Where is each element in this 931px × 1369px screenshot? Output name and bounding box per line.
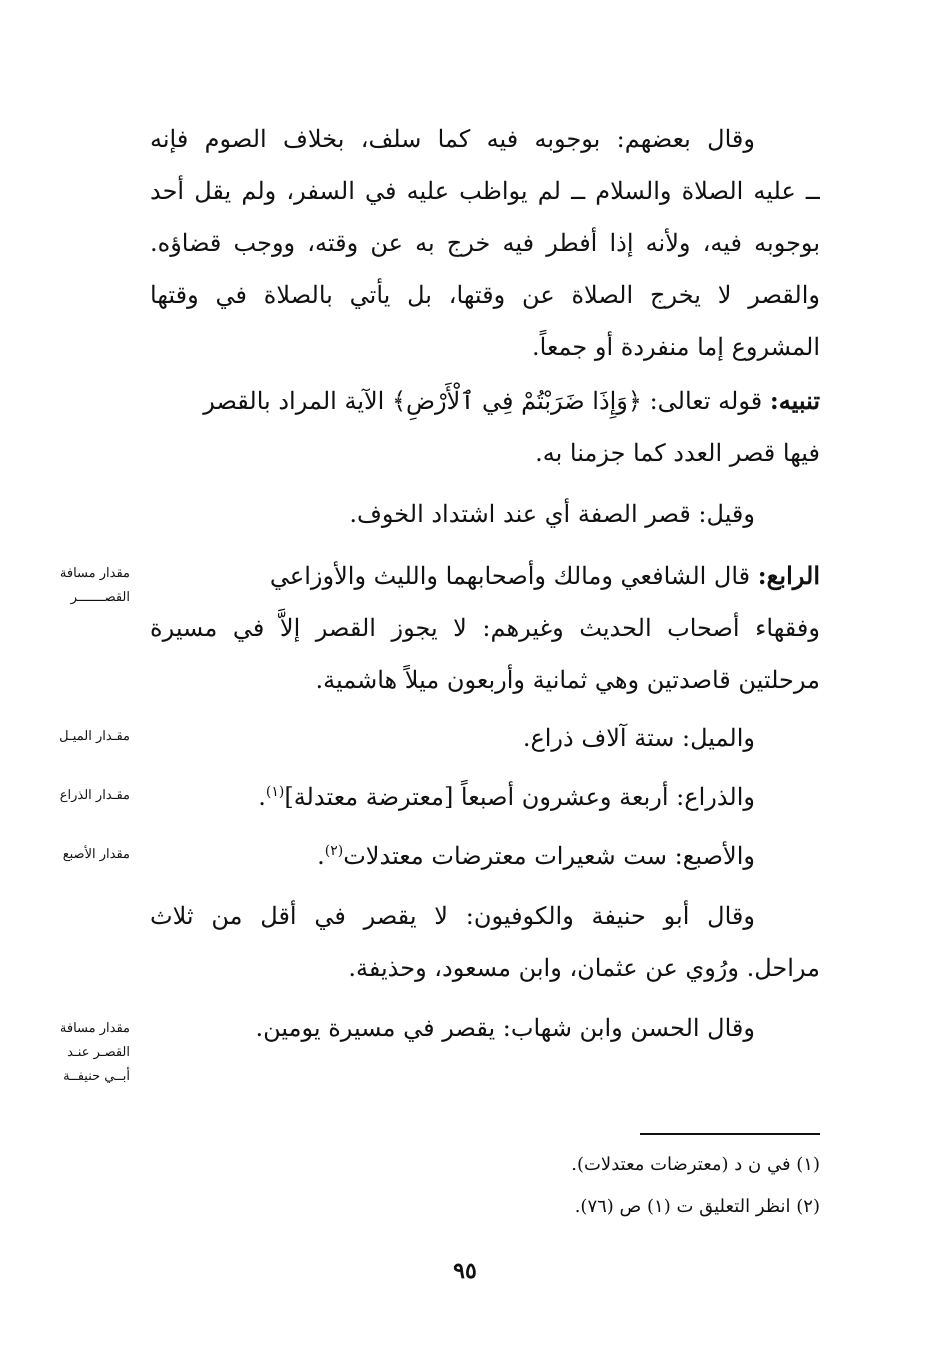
text-line: ــ عليه الصلاة والسلام ــ لم يواظب عليه في السفر، ولم يقل أحد: [150, 177, 820, 205]
margin-note-mil: [30, 725, 130, 749]
text-segment: .: [258, 783, 266, 811]
paragraph-9: [150, 1002, 820, 1054]
margin-note-dhira: [30, 784, 130, 808]
margin-note-abu-hanifa: [30, 1017, 130, 1089]
margin-note-line: مقدار مسافة: [59, 1021, 130, 1036]
text-line: والقصر لا يخرج الصلاة عن وقتها، بل يأتي بالصلاة في وقتها: [150, 281, 820, 309]
text-line: مراحل. ورُوي عن عثمان، وابن مسعود، وحذيفة.: [348, 954, 820, 982]
paragraph-4: [150, 550, 820, 706]
text-line: وفقهاء أصحاب الحديث وغيرهم: لا يجوز القصر إلاَّ في مسيرة: [150, 614, 820, 642]
paragraph-6: [150, 771, 820, 823]
margin-note-isba: [30, 843, 130, 867]
paragraph-3: [150, 488, 820, 540]
text-line: [150, 771, 820, 823]
text-line: وقال بعضهم: بوجوبه فيه كما سلف، بخلاف الصوم فإنه: [150, 125, 755, 153]
footnote-marker: (١): [265, 784, 285, 800]
margin-note-line: مقـدار الميـل: [59, 729, 130, 744]
paragraph-lead: الرابع:: [757, 561, 820, 590]
footnote-2: (٢) انظر التعليق ت (١) ص (٧٦).: [574, 1196, 820, 1217]
text-line: [150, 830, 820, 882]
paragraph-1: [150, 113, 820, 373]
margin-note-line: القصـــــــر: [70, 590, 130, 605]
text-segment: قوله تعالى: ﴿وَإِذَا ضَرَبْتُمْ فِي ٱلْأَرْضِ﴾ الآية المراد بالقصر: [203, 387, 770, 415]
text-segment: قال الشافعي ومالك وأصحابهما والليث والأوزاعي: [269, 562, 758, 590]
margin-note-distance: [30, 562, 130, 610]
text-segment: والذراع: أربعة وعشرون أصبعاً [معترضة معتدلة]: [284, 783, 755, 811]
text-line: والميل: ستة آلاف ذراع.: [522, 724, 755, 752]
text-line: المشروع إما منفردة أو جمعاً.: [532, 333, 820, 361]
paragraph-5: [150, 712, 820, 764]
footnote-1: (١) في ن د (معترضات معتدلات).: [571, 1154, 820, 1175]
paragraph-8: [150, 890, 820, 994]
text-line: وقال أبو حنيفة والكوفيون: لا يقصر في أقل من ثلاث: [150, 902, 755, 930]
text-line: وقال الحسن وابن شهاب: يقصر في مسيرة يومين.: [255, 1014, 755, 1042]
text-segment: .: [317, 842, 325, 870]
text-line: مرحلتين قاصدتين وهي ثمانية وأربعون ميلاً هاشمية.: [315, 666, 820, 694]
page-number: ٩٥: [453, 1258, 477, 1284]
footnote-divider: [640, 1133, 820, 1135]
footnote-marker: (٢): [324, 843, 344, 859]
text-segment: والأصبع: ست شعيرات معترضات معتدلات: [343, 842, 755, 870]
text-line: [150, 550, 820, 602]
margin-note-line: أبــي حنيفــة: [63, 1069, 130, 1084]
text-line: [150, 375, 820, 427]
text-line: فيها قصر العدد كما جزمنا به.: [535, 439, 820, 467]
text-line: بوجوبه فيه، ولأنه إذا أفطر فيه خرج به عن وقته، ووجب قضاؤه.: [150, 229, 820, 257]
text-line: وقيل: قصر الصفة أي عند اشتداد الخوف.: [349, 500, 755, 528]
paragraph-2: [150, 375, 820, 479]
margin-note-line: القصـر عنـد: [67, 1045, 130, 1060]
margin-note-line: مقدار الأصبع: [62, 847, 130, 862]
margin-note-line: مقدار مسافة: [59, 566, 130, 581]
margin-note-line: مقـدار الذراع: [59, 788, 130, 803]
paragraph-lead: تنبيه:: [769, 386, 820, 415]
paragraph-7: [150, 830, 820, 882]
